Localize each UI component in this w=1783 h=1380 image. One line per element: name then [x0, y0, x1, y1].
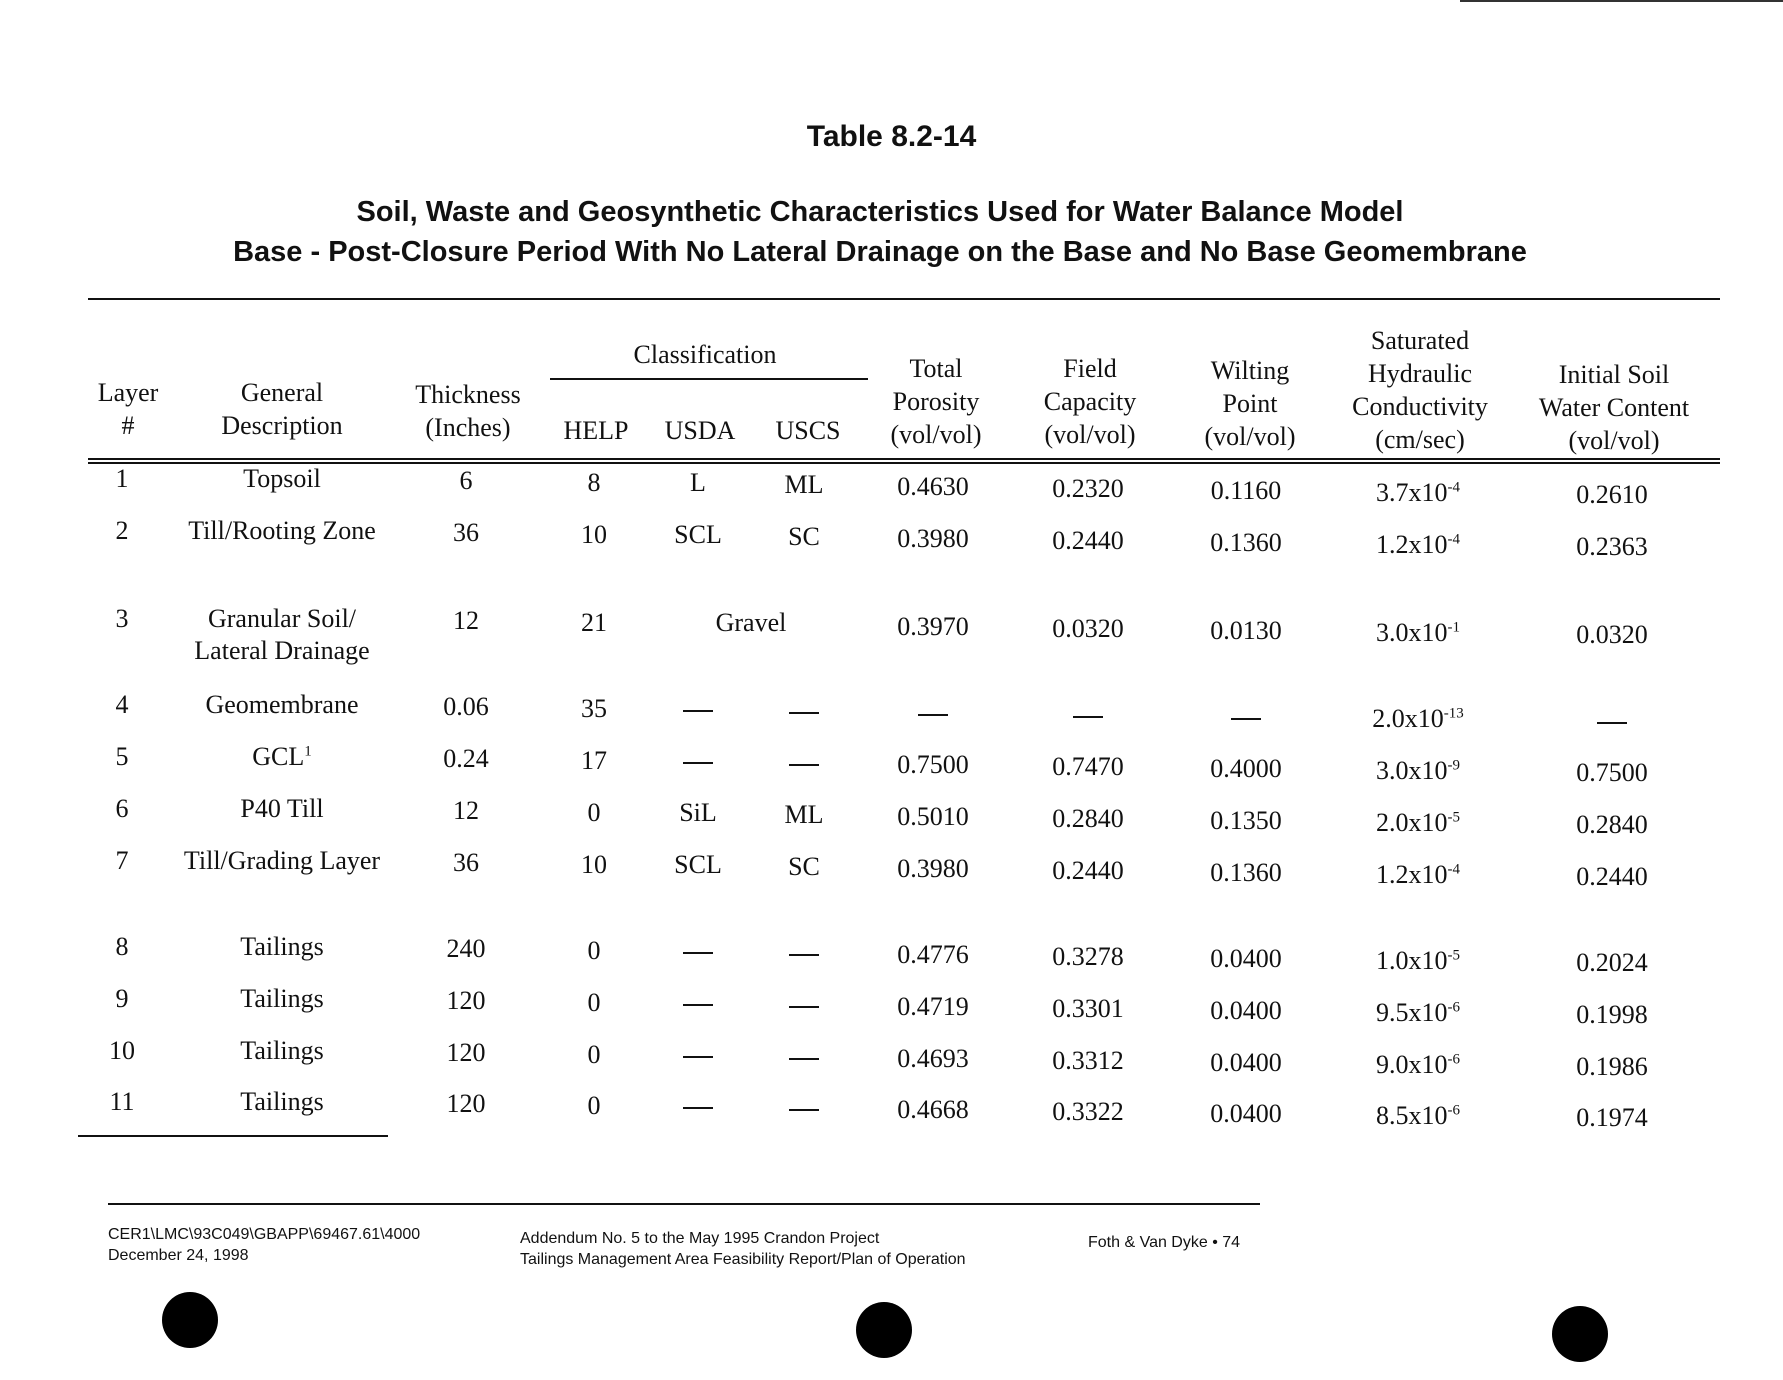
cell-porosity: 0.4693 [897, 1044, 969, 1073]
cell-porosity: 0.4668 [897, 1095, 969, 1124]
cell-wilting: 0.1350 [1210, 806, 1282, 835]
cell-conductivity [1372, 703, 1464, 735]
header-layer: Layer # [97, 378, 159, 440]
cell-thickness: 12 [453, 606, 479, 635]
description-text: P40 Till [240, 794, 324, 823]
cell-usda [683, 935, 713, 967]
cell-porosity: 0.3980 [897, 854, 969, 883]
conductivity-exponent: -5 [1447, 809, 1460, 826]
cell-uscs [789, 937, 819, 969]
table-top-rule [88, 298, 1720, 300]
cell-wilting: 0.0400 [1210, 1048, 1282, 1077]
cell-help: 0 [587, 936, 601, 965]
cell-porosity: 0.7500 [897, 750, 969, 779]
cell-initial: 0.2024 [1576, 948, 1648, 977]
conductivity-exponent: -6 [1447, 1102, 1460, 1119]
dash-mark [1073, 716, 1103, 718]
footnote-marker: 1 [304, 743, 312, 760]
cell-porosity [918, 697, 948, 729]
cell-field: 0.2320 [1052, 474, 1124, 503]
description-text: Tailings [240, 932, 324, 961]
cell-description [182, 463, 382, 495]
description-text: Granular Soil/ Lateral Drainage [194, 604, 370, 665]
cell-usda [683, 1090, 713, 1122]
dash-mark [789, 1109, 819, 1111]
cell-layer: 4 [115, 690, 129, 719]
cell-description [182, 931, 382, 963]
cell-wilting: 0.1360 [1210, 528, 1282, 557]
cell-thickness: 120 [446, 1089, 486, 1118]
cell-help: 0 [587, 1040, 601, 1069]
cell-help: 21 [581, 608, 607, 637]
dash-mark [1597, 722, 1627, 724]
cell-description [182, 793, 382, 825]
cell-thickness: 36 [453, 518, 479, 547]
cell-initial: 0.0320 [1576, 620, 1648, 649]
table-title: Table 8.2-14 [806, 120, 977, 153]
header-wilting-point: Wilting Point (vol/vol) [1204, 356, 1296, 451]
cell-layer: 7 [115, 846, 129, 875]
header-help: HELP [563, 416, 629, 445]
cell-wilting: 0.0130 [1210, 616, 1282, 645]
cell-usda [683, 693, 713, 725]
cell-uscs: SC [788, 522, 820, 551]
dash-mark [683, 952, 713, 954]
cell-uscs [789, 695, 819, 727]
cell-wilting: 0.1160 [1210, 476, 1282, 505]
cell-description [182, 845, 382, 877]
description-text: Topsoil [243, 464, 321, 493]
conductivity-base: 1.2x10 [1376, 860, 1448, 889]
cell-layer: 6 [115, 794, 129, 823]
description-text: Tailings [240, 1087, 324, 1116]
dash-mark [683, 1004, 713, 1006]
cell-help: 10 [581, 850, 607, 879]
conductivity-exponent: -4 [1447, 479, 1460, 496]
cell-field: 0.3301 [1052, 994, 1124, 1023]
footer-addendum [520, 1228, 966, 1270]
footer-rule [108, 1203, 1260, 1205]
cell-layer: 1 [115, 464, 129, 493]
footer-addendum-line-2: Tailings Management Area Feasibility Report/Plan of Operation [520, 1251, 966, 1268]
cell-porosity: 0.5010 [897, 802, 969, 831]
cell-usda: L [690, 468, 706, 497]
description-text: Geomembrane [205, 690, 359, 719]
cell-help: 0 [587, 988, 601, 1017]
conductivity-base: 3.7x10 [1376, 478, 1448, 507]
cell-usda-uscs: Gravel [715, 608, 787, 637]
cell-help: 17 [581, 746, 607, 775]
header-classification: Classification [633, 340, 777, 369]
cell-help: 10 [581, 520, 607, 549]
conductivity-base: 9.5x10 [1376, 998, 1448, 1027]
cell-field: 0.3322 [1052, 1097, 1124, 1126]
cell-conductivity [1376, 859, 1460, 891]
cell-thickness: 0.24 [443, 744, 489, 773]
conductivity-exponent: -4 [1447, 861, 1460, 878]
dash-mark [1231, 718, 1261, 720]
conductivity-base: 9.0x10 [1376, 1050, 1448, 1079]
classification-rule [550, 378, 868, 380]
cell-description [182, 689, 382, 721]
cell-usda [683, 1039, 713, 1071]
table-subtitle-line-2: Base - Post-Closure Period With No Lateral Drainage on the Base and No Base Geomembrane [233, 236, 1527, 268]
cell-field: 0.3278 [1052, 942, 1124, 971]
cell-initial: 0.2610 [1576, 480, 1648, 509]
cell-thickness: 0.06 [443, 692, 489, 721]
dash-mark [918, 714, 948, 716]
conductivity-exponent: -1 [1447, 619, 1460, 636]
cell-initial: 0.1986 [1576, 1052, 1648, 1081]
cell-thickness: 12 [453, 796, 479, 825]
cell-help: 0 [587, 1091, 601, 1120]
cell-conductivity [1376, 997, 1460, 1029]
punch-hole-left [162, 1292, 218, 1348]
cell-help: 8 [587, 468, 601, 497]
footer-date: December 24, 1998 [108, 1247, 249, 1264]
cell-uscs [789, 1092, 819, 1124]
description-text: Till/Grading Layer [183, 846, 381, 875]
cell-wilting: 0.0400 [1210, 996, 1282, 1025]
cell-description [182, 1086, 382, 1118]
conductivity-base: 2.0x10 [1372, 704, 1444, 733]
dash-mark [683, 1107, 713, 1109]
cell-porosity: 0.4776 [897, 940, 969, 969]
table-bottom-rule [78, 1135, 388, 1137]
conductivity-base: 8.5x10 [1376, 1101, 1448, 1130]
cell-uscs [789, 747, 819, 779]
cell-thickness: 36 [453, 848, 479, 877]
cell-initial: 0.2363 [1576, 532, 1648, 561]
conductivity-base: 1.2x10 [1376, 530, 1448, 559]
punch-hole-right [1552, 1306, 1608, 1362]
cell-initial: 0.1974 [1576, 1103, 1648, 1132]
conductivity-exponent: -4 [1447, 531, 1460, 548]
cell-conductivity [1376, 755, 1460, 787]
cell-conductivity [1376, 807, 1460, 839]
cell-porosity: 0.3970 [897, 612, 969, 641]
cell-field: 0.3312 [1052, 1046, 1124, 1075]
cell-conductivity [1376, 529, 1460, 561]
cell-description [182, 1035, 382, 1067]
cell-layer: 3 [115, 604, 129, 633]
cell-thickness: 240 [446, 934, 486, 963]
cell-layer: 2 [115, 516, 129, 545]
dash-mark [683, 710, 713, 712]
conductivity-exponent: -6 [1447, 1051, 1460, 1068]
cell-layer: 10 [109, 1036, 135, 1065]
cell-thickness: 120 [446, 1038, 486, 1067]
description-text: Tailings [240, 984, 324, 1013]
punch-hole-center [856, 1302, 912, 1358]
top-edge-rule [1460, 0, 1783, 2]
cell-usda [683, 745, 713, 777]
cell-wilting: 0.0400 [1210, 944, 1282, 973]
cell-usda [683, 987, 713, 1019]
cell-conductivity [1376, 617, 1460, 649]
dash-mark [789, 1006, 819, 1008]
table-subtitle-line-1: Soil, Waste and Geosynthetic Characteristics Used for Water Balance Model [356, 196, 1404, 228]
cell-porosity: 0.4719 [897, 992, 969, 1021]
footer-path: CER1\LMC\93C049\GBAPP\69467.61\4000 [108, 1226, 421, 1243]
description-text: Tailings [240, 1036, 324, 1065]
cell-porosity: 0.3980 [897, 524, 969, 553]
cell-usda: SCL [674, 850, 722, 879]
cell-help: 35 [581, 694, 607, 723]
footer-page: Foth & Van Dyke • 74 [1088, 1234, 1241, 1251]
cell-conductivity [1376, 945, 1460, 977]
footer-addendum-line-1: Addendum No. 5 to the May 1995 Crandon Project [520, 1230, 880, 1247]
cell-porosity: 0.4630 [897, 472, 969, 501]
cell-layer: 8 [115, 932, 129, 961]
header-saturated-hydraulic-conductivity: Saturated Hydraulic Conductivity (cm/sec) [1352, 326, 1488, 454]
cell-uscs [789, 989, 819, 1021]
header-general-description: General Description [221, 378, 343, 440]
cell-field [1073, 699, 1103, 731]
footer-file-info [108, 1224, 420, 1266]
cell-field: 0.7470 [1052, 752, 1124, 781]
dash-mark [789, 712, 819, 714]
dash-mark [683, 762, 713, 764]
cell-thickness: 120 [446, 986, 486, 1015]
conductivity-base: 2.0x10 [1376, 808, 1448, 837]
conductivity-base: 3.0x10 [1376, 756, 1448, 785]
cell-conductivity [1376, 1049, 1460, 1081]
cell-field: 0.0320 [1052, 614, 1124, 643]
dash-mark [789, 1058, 819, 1060]
header-field-capacity: Field Capacity (vol/vol) [1043, 354, 1137, 449]
cell-wilting: 0.4000 [1210, 754, 1282, 783]
conductivity-base: 1.0x10 [1376, 946, 1448, 975]
header-uscs: USCS [775, 416, 841, 445]
conductivity-exponent: -13 [1443, 705, 1464, 722]
conductivity-exponent: -5 [1447, 947, 1460, 964]
cell-uscs: ML [784, 800, 824, 829]
cell-description [182, 603, 382, 667]
description-text: Till/Rooting Zone [188, 516, 376, 545]
cell-initial: 0.2440 [1576, 862, 1648, 891]
cell-field: 0.2440 [1052, 526, 1124, 555]
cell-description [182, 741, 382, 773]
cell-field: 0.2840 [1052, 804, 1124, 833]
cell-uscs: SC [788, 852, 820, 881]
cell-uscs [789, 1041, 819, 1073]
cell-field: 0.2440 [1052, 856, 1124, 885]
cell-initial: 0.7500 [1576, 758, 1648, 787]
cell-usda: SiL [679, 798, 717, 827]
header-usda: USDA [664, 416, 736, 445]
cell-layer: 11 [109, 1087, 135, 1116]
cell-layer: 5 [115, 742, 129, 771]
cell-initial: 0.1998 [1576, 1000, 1648, 1029]
cell-conductivity [1376, 477, 1460, 509]
header-thickness: Thickness (Inches) [415, 380, 521, 442]
cell-uscs: ML [784, 470, 824, 499]
cell-usda: SCL [674, 520, 722, 549]
dash-mark [789, 954, 819, 956]
conductivity-exponent: -9 [1447, 757, 1460, 774]
cell-thickness: 6 [459, 466, 473, 495]
header-total-porosity: Total Porosity (vol/vol) [890, 354, 982, 449]
cell-initial: 0.2840 [1576, 810, 1648, 839]
cell-help: 0 [587, 798, 601, 827]
cell-description [182, 515, 382, 547]
dash-mark [683, 1056, 713, 1058]
conductivity-exponent: -6 [1447, 999, 1460, 1016]
cell-layer: 9 [115, 984, 129, 1013]
cell-wilting [1231, 701, 1261, 733]
cell-description [182, 983, 382, 1015]
cell-initial [1597, 705, 1627, 737]
description-text: GCL [252, 742, 305, 771]
cell-wilting: 0.0400 [1210, 1099, 1282, 1128]
cell-wilting: 0.1360 [1210, 858, 1282, 887]
cell-conductivity [1376, 1100, 1460, 1132]
dash-mark [789, 764, 819, 766]
header-initial-soil-water-content: Initial Soil Water Content (vol/vol) [1538, 360, 1690, 455]
conductivity-base: 3.0x10 [1376, 618, 1448, 647]
